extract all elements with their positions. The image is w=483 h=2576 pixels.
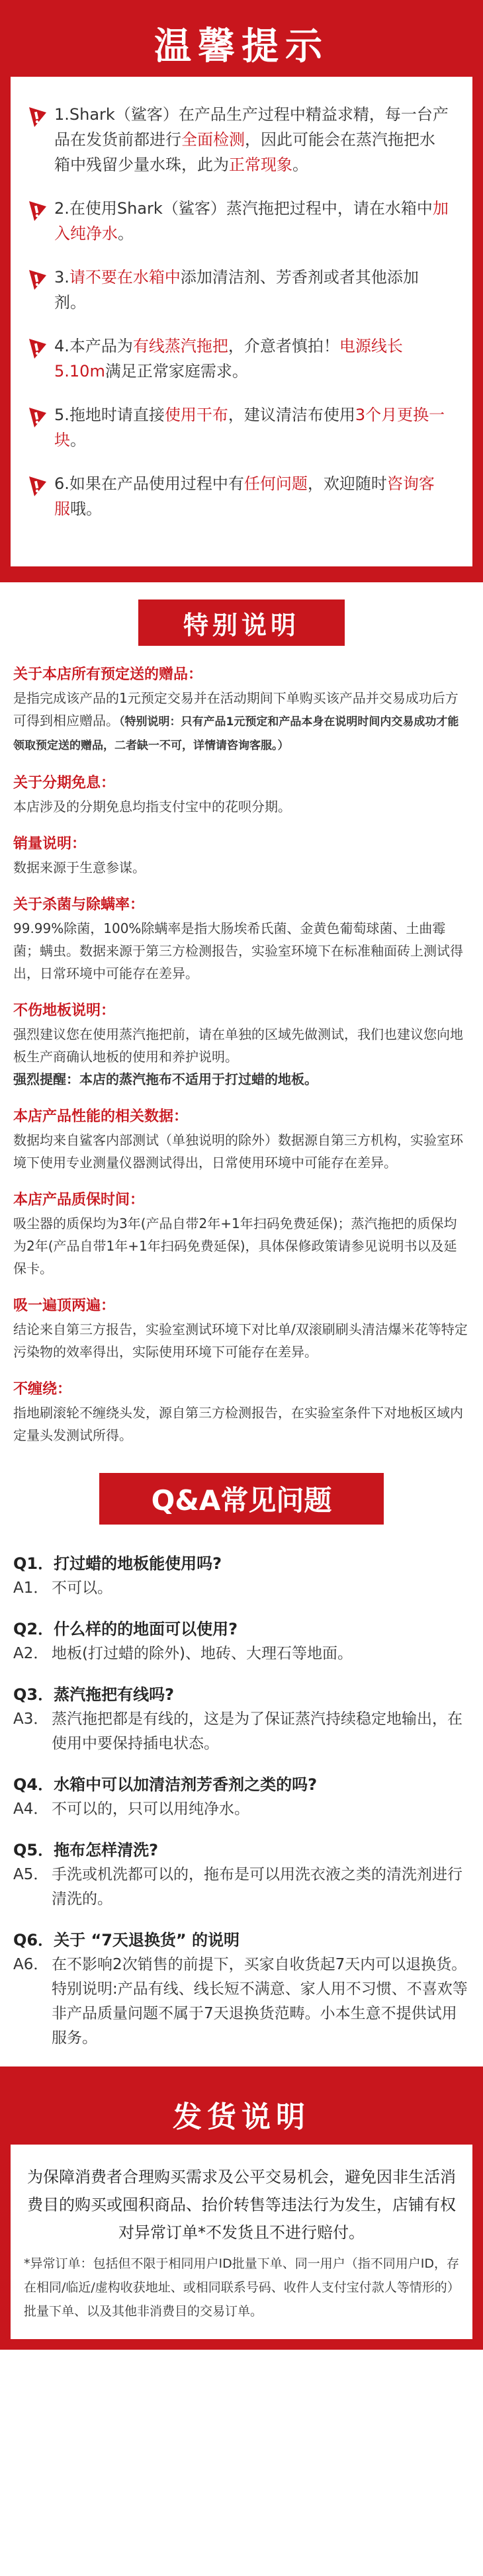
warning-icon [25, 267, 54, 294]
special-note [13, 1294, 470, 1363]
tip-text [54, 471, 450, 521]
note-body [13, 687, 470, 757]
tip-highlight: 电源线长5.10m [54, 337, 403, 380]
qa-question: Q2．什么样的的地面可以使用? [13, 1620, 238, 1638]
note-strong-reminder: 强烈提醒：本店的蒸汽拖布不适用于打过蜡的地板。 [13, 1071, 318, 1087]
note-body-text: 数据来源于生意参谋。 [13, 860, 146, 875]
special-notes-banner [0, 582, 483, 663]
note-heading: 本店产品质保时间： [13, 1192, 145, 1208]
tip-segment: 。 [292, 155, 308, 174]
qa-answer-text: 蒸汽拖把都是有线的，这是为了保证蒸汽持续稳定地输出，在使用中要保持插电状态。 [52, 1710, 462, 1752]
tip-segment: 2.在使用Shark（鲨客）蒸汽拖把过程中，请在水箱中 [54, 199, 433, 218]
note-body-text: 强烈建议您在使用蒸汽拖把前，请在单独的区域先做测试，我们也建议您向地板生产商确认地板的使用和养护说明。 [13, 1026, 463, 1065]
note-heading: 关于杀菌与除螨率： [13, 897, 145, 913]
qa-answer-text: 地板(打过蜡的除外)、地砖、大理石等地面。 [52, 1645, 353, 1662]
qa-answer-label: A5． [13, 1866, 49, 1883]
note-heading: 不缠绕： [13, 1381, 72, 1398]
tip-highlight: 3个月更换一块 [54, 406, 445, 449]
tip-item [25, 333, 450, 384]
tip-highlight: 请不要在水箱中 [69, 268, 181, 287]
shipping-title: 发货说明 [173, 2100, 310, 2134]
note-body [13, 1129, 470, 1174]
special-note [13, 1188, 470, 1280]
tip-item [25, 265, 450, 315]
qa-answer-text: 不可以的，只可以用纯净水。 [52, 1800, 249, 1818]
qa-question: Q1．打过蜡的地板能使用吗? [13, 1554, 222, 1573]
shipping-note-text: *异常订单：包括但不限于相同用户ID批量下单、同一用户（指不同用户ID，存在相同/临近/虚构收获地址、或相同联系号码、收件人支付宝付款人等情形的）批量下单、以及其他非消费目的交易订单。 [24, 2256, 459, 2319]
note-heading: 关于本店所有预定送的赠品： [13, 666, 203, 683]
warning-icon [25, 336, 54, 363]
qa-answer [13, 1576, 470, 1601]
tip-segment: 哦。 [70, 500, 102, 518]
note-body-text: 本店涉及的分期免息均指支付宝中的花呗分期。 [13, 799, 291, 815]
tip-text [54, 196, 450, 246]
special-notes-section [0, 582, 483, 1446]
special-note [13, 999, 470, 1090]
qa-answer-label: A1． [13, 1579, 49, 1597]
tip-item [25, 402, 450, 453]
note-body [13, 917, 470, 985]
tip-segment: 。 [118, 224, 134, 243]
note-body [13, 1023, 470, 1090]
tip-segment: ，建议清洁布使用 [228, 406, 355, 424]
tip-segment: 5.拖地时请直接 [54, 406, 165, 424]
qa-answer [13, 1642, 470, 1666]
tip-text [54, 333, 450, 384]
note-heading: 本店产品性能的相关数据： [13, 1108, 189, 1125]
qa-answer [13, 1953, 470, 2051]
special-note [13, 1378, 470, 1446]
note-heading: 关于分期免息： [13, 775, 116, 791]
tip-text [54, 102, 450, 177]
tip-highlight: 任何问题 [243, 474, 308, 493]
special-notes-title: 特别说明 [138, 600, 345, 646]
warning-icon [25, 199, 54, 225]
qa-banner [0, 1461, 483, 1551]
qa-answer [13, 1707, 470, 1756]
qa-question: Q4．水箱中可以加清洁剂芳香剂之类的吗? [13, 1775, 318, 1794]
note-small-print: （特别说明：只有产品1元预定和产品本身在说明时间内交易成功才能领取预定送的赠品，二者缺一不可，详情请咨询客服。） [13, 715, 459, 752]
tip-segment: 添加清洁剂、芳香剂或者其他添加剂。 [54, 268, 419, 312]
note-heading: 不伤地板说明： [13, 1002, 116, 1019]
warning-icon [25, 474, 54, 500]
qa-title: Q&A常见问题 [99, 1473, 384, 1525]
tip-segment: 6.如果在产品使用过程中有 [54, 474, 244, 493]
tip-segment: ，欢迎随时 [307, 474, 387, 493]
tip-highlight: 咨询客服 [54, 474, 435, 518]
qa-list [0, 1551, 483, 2051]
tip-segment: 满足正常家庭需求。 [105, 362, 248, 380]
warning-icon [25, 105, 54, 131]
note-body [13, 1212, 470, 1280]
qa-answer-label: A3． [13, 1710, 49, 1728]
warm-tips-section [0, 0, 483, 582]
note-body-text: 是指完成该产品的1元预定交易并在活动期间下单购买该产品并交易成功后方可得到相应赠品。 [13, 690, 459, 729]
tip-item [25, 196, 450, 246]
note-heading: 销量说明： [13, 836, 87, 852]
shipping-main-text: 为保障消费者合理购买需求及公平交易机会，避免因非生活消费目的购买或囤积商品、抬价转售等违法行为发生，店铺有权对异常订单*不发货且不进行赔付。 [27, 2168, 456, 2242]
shipping-section [0, 2066, 483, 2350]
qa-answer [13, 1797, 470, 1822]
qa-answer-text: 不可以。 [52, 1579, 112, 1597]
special-note [13, 663, 470, 757]
tip-highlight: 有线蒸汽拖把 [132, 337, 228, 355]
tip-segment: ，因此可能会在蒸汽拖把水箱中残留少量水珠，此为 [54, 130, 435, 174]
shipping-card [11, 2145, 472, 2339]
qa-answer-label: A6． [13, 1956, 49, 1973]
note-body [13, 1318, 470, 1363]
qa-answer-label: A4． [13, 1800, 49, 1818]
special-note [13, 772, 470, 818]
qa-question: Q6．关于 “7天退换货” 的说明 [13, 1931, 240, 1949]
tip-highlight: 全面检测 [181, 130, 245, 149]
special-note [13, 1105, 470, 1174]
qa-answer-text: 手洗或机洗都可以的，拖布是可以用洗衣液之类的清洗剂进行清洗的。 [52, 1866, 462, 1908]
warm-tips-card [11, 77, 472, 566]
tip-segment: 1.Shark（鲨客）在产品生产过程中精益求精，每一台产品在发货前都进行 [54, 105, 449, 149]
note-body-text: 吸尘器的质保均为3年(产品自带2年+1年扫码免费延保)；蒸汽拖把的质保均为2年(产品自带1年+1年扫码免费延保)，具体保修政策请参见说明书以及延保卡。 [13, 1216, 457, 1276]
qa-answer-text: 在不影响2次销售的前提下，买家自收货起7天内可以退换货。特别说明:产品有线、线长短不满意、家人用不习惯、不喜欢等非产品质量问题不属于7天退换货范畴。小本生意不提供试用服务。 [52, 1956, 468, 2047]
qa-question: Q3．蒸汽拖把有线吗? [13, 1685, 175, 1704]
tip-segment: 。 [70, 431, 86, 449]
note-body-text: 数据均来自鲨客内部测试（单独说明的除外）数据源自第三方机构，实验室环境下使用专业测量仪器测试得出，日常使用环境中可能存在差异。 [13, 1132, 463, 1171]
warm-tips-title: 温馨提示 [154, 25, 329, 68]
note-body-text: 99.99%除菌，100%除螨率是指大肠埃希氏菌、金黄色葡萄球菌、土曲霉菌；螨虫。数据来源于第三方检测报告，实验室环境下在标准釉面砖上测试得出，日常环境中可能存在差异。 [13, 920, 463, 981]
special-notes-list [0, 663, 483, 1446]
note-heading: 吸一遍顶两遍： [13, 1298, 116, 1314]
tip-segment: 3. [54, 268, 69, 287]
special-note [13, 893, 470, 985]
qa-answer [13, 1863, 470, 1912]
tip-text [54, 402, 450, 453]
note-body [13, 1401, 470, 1446]
tip-segment: ，介意者慎拍！ [228, 337, 339, 355]
qa-section [0, 1461, 483, 2051]
qa-question: Q5．拖布怎样清洗? [13, 1841, 159, 1859]
note-body [13, 795, 470, 818]
qa-answer-label: A2． [13, 1645, 49, 1662]
tip-item [25, 102, 450, 177]
note-body [13, 856, 470, 879]
tip-highlight: 加入纯净水 [54, 199, 449, 243]
tip-highlight: 使用干布 [164, 406, 228, 424]
special-note [13, 832, 470, 879]
tip-segment: 4.本产品为 [54, 337, 133, 355]
note-body-text: 指地刷滚轮不缠绕头发，源自第三方检测报告，在实验室条件下对地板区域内定量头发测试所得。 [13, 1405, 463, 1443]
tip-item [25, 471, 450, 521]
note-body-text: 结论来自第三方报告，实验室测试环境下对比单/双滚刷刷头清洁爆米花等特定污染物的效率得出，实际使用环境下可能存在差异。 [13, 1321, 468, 1360]
tip-highlight: 正常现象 [229, 155, 292, 174]
tip-text [54, 265, 450, 315]
warning-icon [25, 405, 54, 431]
